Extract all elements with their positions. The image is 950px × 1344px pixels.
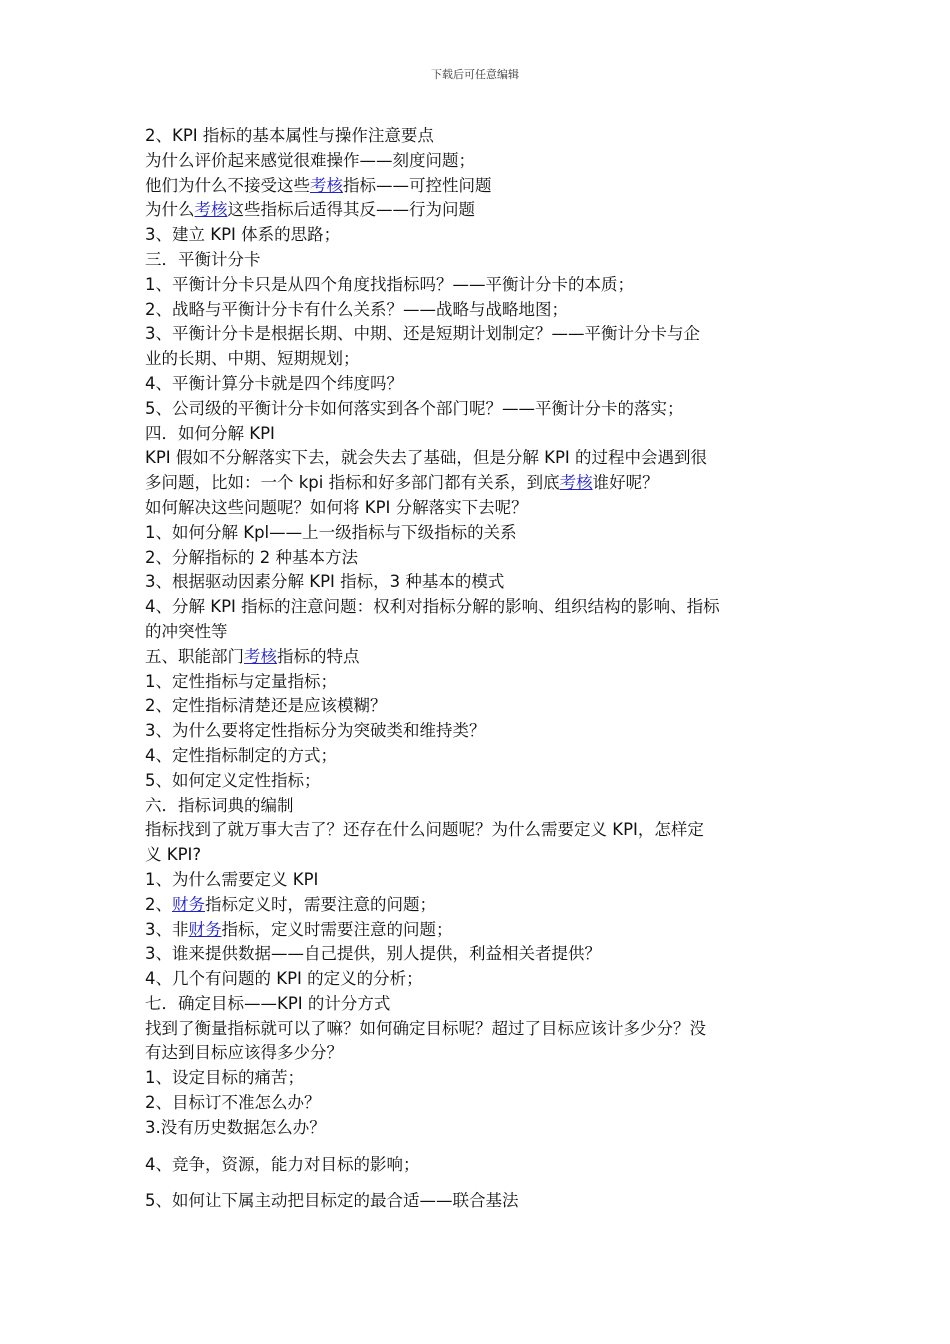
kaohe-link[interactable]: 考核 bbox=[310, 175, 343, 195]
text-line: 的冲突性等 bbox=[145, 621, 228, 641]
kaohe-link[interactable]: 考核 bbox=[244, 646, 277, 666]
text-line: 3、根据驱动因素分解 KPI 指标，3 种基本的模式 bbox=[145, 572, 505, 592]
text-line: 3.没有历史数据怎么办？ bbox=[145, 1117, 326, 1137]
text-line: 4、定性指标制定的方式； bbox=[145, 745, 337, 765]
text-segment: 他们为什么不接受这些 bbox=[145, 175, 310, 195]
text-line: 3、谁来提供数据——自己提供，别人提供，利益相关者提供？ bbox=[145, 944, 601, 964]
text-line: 为什么评价起来感觉很难操作——刻度问题； bbox=[145, 150, 475, 170]
text-segment: 3、非 bbox=[145, 919, 189, 939]
text-line: 3、为什么要将定性指标分为突破类和维持类？ bbox=[145, 721, 486, 741]
text-line: 2、KPI 指标的基本属性与操作注意要点 bbox=[145, 126, 434, 145]
text-line: 1、如何分解 Kpl——上一级指标与下级指标的关系 bbox=[145, 522, 517, 542]
text-line: 有达到目标应该得多少分？ bbox=[145, 1043, 343, 1063]
section-heading: 七．确定目标——KPI 的计分方式 bbox=[145, 993, 391, 1013]
kaohe-link[interactable]: 考核 bbox=[194, 200, 228, 220]
text-line: 义 KPI? bbox=[145, 845, 202, 865]
section-heading bbox=[145, 645, 820, 670]
text-line: 2、定性指标清楚还是应该模糊？ bbox=[145, 696, 387, 716]
text-line: 1、定性指标与定量指标； bbox=[145, 671, 337, 691]
kaohe-link[interactable]: 考核 bbox=[559, 473, 593, 493]
section-heading: 三．平衡计分卡 bbox=[145, 249, 261, 269]
text-line: 5、公司级的平衡计分卡如何落实到各个部门呢？——平衡计分卡的落实； bbox=[145, 398, 684, 418]
text-line: 5、如何定义定性指标； bbox=[145, 770, 321, 790]
text-line bbox=[145, 471, 820, 496]
text-line: 4、几个有问题的 KPI 的定义的分析； bbox=[145, 969, 423, 989]
text-line bbox=[145, 918, 820, 943]
section-heading: 六．指标词典的编制 bbox=[145, 795, 294, 815]
text-line: 4、平衡计算分卡就是四个纬度吗？ bbox=[145, 373, 403, 393]
text-line: 业的长期、中期、短期规划； bbox=[145, 349, 360, 369]
text-line: 4、竞争，资源，能力对目标的影响； bbox=[145, 1154, 420, 1174]
text-line: 5、如何让下属主动把目标定的最合适——联合基法 bbox=[145, 1191, 519, 1211]
text-line: 指标找到了就万事大吉了？还存在什么问题呢？为什么需要定义 KPI，怎样定 bbox=[145, 820, 704, 840]
text-segment: 为什么 bbox=[145, 200, 195, 220]
section-heading: 四．如何分解 KPI bbox=[145, 423, 275, 443]
text-line: KPI 假如不分解落实下去，就会失去了基础，但是分解 KPI 的过程中会遇到很 bbox=[145, 448, 708, 468]
text-line: 4、分解 KPI 指标的注意问题：权利对指标分解的影响、组织结构的影响、指标 bbox=[145, 597, 720, 617]
text-line: 1、设定目标的痛苦； bbox=[145, 1068, 304, 1088]
caiwu-link[interactable]: 财务 bbox=[172, 894, 205, 914]
text-line: 如何解决这些问题呢？如何将 KPI 分解落实下去呢？ bbox=[145, 497, 528, 517]
caiwu-link[interactable]: 财务 bbox=[188, 919, 222, 939]
text-segment: 谁好呢？ bbox=[592, 473, 659, 493]
text-line bbox=[145, 893, 820, 918]
text-segment: 五、职能部门 bbox=[145, 646, 244, 666]
text-line: 2、分解指标的 2 种基本方法 bbox=[145, 547, 358, 567]
text-segment: 这些指标后适得其反——行为问题 bbox=[227, 200, 475, 220]
text-line bbox=[145, 198, 820, 223]
text-line: 3、平衡计分卡是根据长期、中期、还是短期计划制定？——平衡计分卡与企 bbox=[145, 324, 700, 344]
text-segment: 多问题，比如：一个 kpi 指标和好多部门都有关系，到底 bbox=[145, 473, 560, 493]
text-line: 2、目标订不准怎么办？ bbox=[145, 1093, 321, 1113]
text-line: 3、建立 KPI 体系的思路； bbox=[145, 225, 341, 245]
text-segment: 指标的特点 bbox=[277, 646, 360, 666]
text-segment: 指标，定义时需要注意的问题； bbox=[221, 919, 453, 939]
text-line: 1、平衡计分卡只是从四个角度找指标吗？——平衡计分卡的本质； bbox=[145, 274, 634, 294]
text-line: 1、为什么需要定义 KPI bbox=[145, 869, 319, 889]
text-line bbox=[145, 174, 820, 199]
text-line: 找到了衡量指标就可以了嘛？如何确定目标呢？超过了目标应该计多少分？没 bbox=[145, 1018, 706, 1038]
text-segment: 指标——可控性问题 bbox=[343, 175, 492, 195]
document-body bbox=[145, 124, 820, 1214]
text-segment: 2、 bbox=[145, 894, 172, 914]
page-header: 下载后可任意编辑 bbox=[431, 68, 519, 81]
text-segment: 指标定义时，需要注意的问题； bbox=[205, 894, 436, 914]
text-line: 2、战略与平衡计分卡有什么关系？——战略与战略地图； bbox=[145, 299, 568, 319]
